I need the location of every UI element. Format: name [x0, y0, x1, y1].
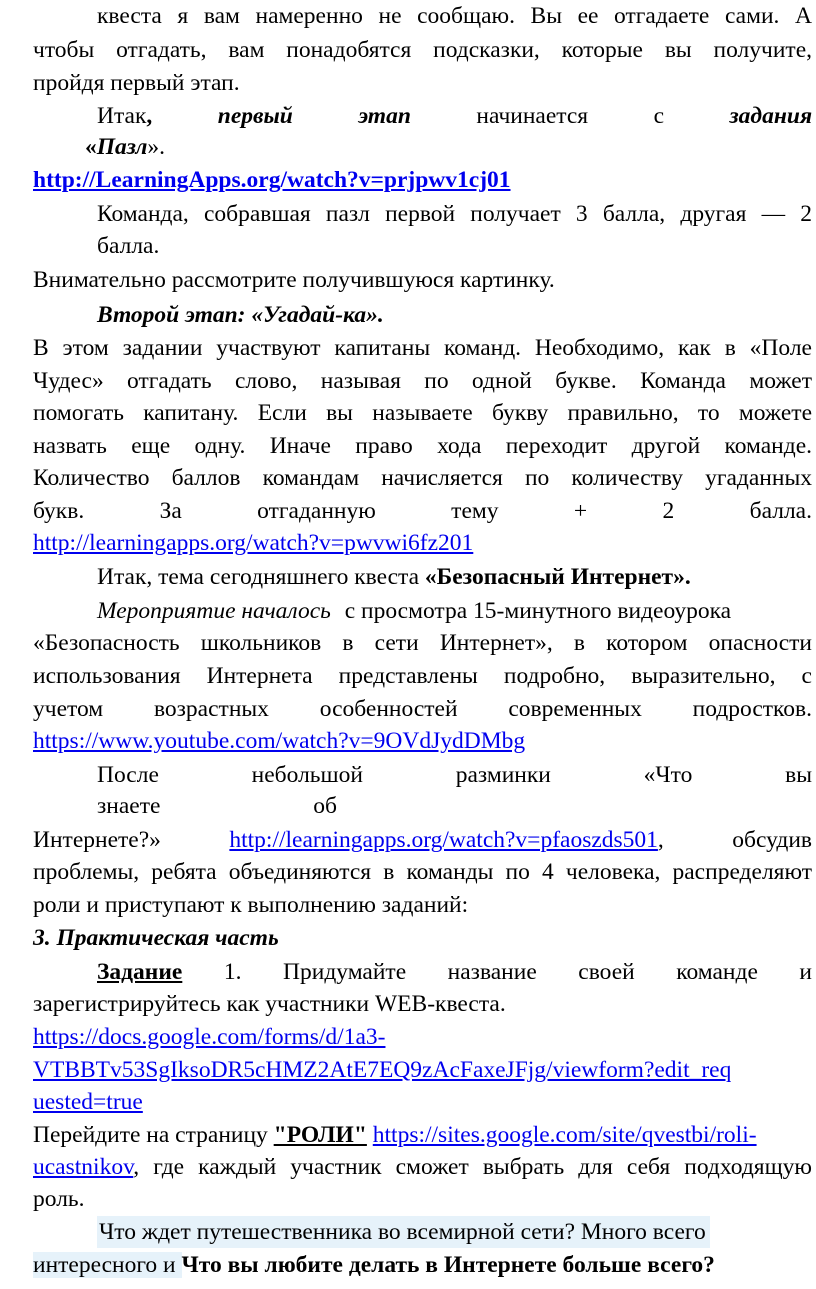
highlighted-question: [95, 1216, 716, 1248]
text-line: чтобы отгадать, вам понадобятся подсказки, которые вы получите,: [33, 37, 812, 63]
text-line: После небольшой разминки «Что вы: [97, 762, 812, 788]
text-line: пройдя первый этап.: [33, 70, 240, 96]
google-form-link[interactable]: uested=true: [33, 1089, 143, 1115]
text-line: Чудес» отгадать слово, называя по одной букве. Команда может: [33, 368, 812, 394]
theme-line: [97, 561, 812, 593]
theme-title: «Безопасный Интернет».: [424, 564, 691, 590]
question-bold: Что вы любите делать в Интернете больше всего?: [181, 1252, 715, 1278]
roles-line: [33, 1151, 812, 1183]
roles-site-link[interactable]: ucastnikov: [33, 1154, 134, 1180]
stage-one-line: [97, 100, 812, 132]
roles-label: "РОЛИ": [273, 1122, 367, 1148]
text: Мероприятие началось: [97, 598, 331, 624]
text-line: Внимательно рассмотрите получившуюся картинку.: [33, 267, 555, 293]
text-line: букв. За отгаданную тему + 2 балла.: [33, 498, 812, 524]
text-line: [97, 595, 812, 627]
question-line: [33, 1249, 812, 1281]
text-line: квеста я вам намеренно не сообщаю. Вы ее отгадаете сами. А: [97, 3, 812, 29]
text: Перейдите на страницу: [33, 1122, 274, 1148]
text: начинается: [476, 103, 589, 129]
text-line: учетом возрастных особенностей современных подростков.: [33, 696, 812, 722]
text: с: [653, 103, 665, 129]
learningapps-puzzle-link[interactable]: http://LearningApps.org/watch?v=prjpwv1cj01: [33, 167, 511, 193]
roles-line: [33, 1119, 812, 1151]
text: интересного и: [33, 1252, 182, 1278]
learningapps-quiz-link[interactable]: http://learningapps.org/watch?v=pfaoszds501: [229, 827, 658, 853]
text-line: роли и приступают к выполнению заданий:: [33, 892, 469, 918]
text: ,: [146, 103, 153, 129]
learningapps-guess-link[interactable]: http://learningapps.org/watch?v=pwvwi6fz201: [33, 530, 474, 556]
text: Что ждет путешественника во всемирной сети? Много всего: [97, 1216, 710, 1248]
text-line: [33, 824, 812, 856]
text: этап: [358, 103, 411, 129]
text-line: балла.: [97, 233, 160, 259]
text: Итак: [97, 103, 147, 129]
stage-two-title: Второй этап: «Угадай-ка».: [97, 302, 384, 328]
google-form-link[interactable]: https://docs.google.com/forms/d/1a3-: [33, 1024, 386, 1050]
text-line: знаете об: [97, 793, 337, 819]
text: с просмотра 15-минутного видеоурока: [338, 598, 732, 624]
roles-site-link[interactable]: https://sites.google.com/site/qvestbi/roli-: [372, 1122, 757, 1148]
text-line: проблемы, ребята объединяются в команды по 4 человека, распределяют: [33, 859, 812, 885]
task-label: Задание: [97, 959, 183, 985]
text-line: В этом задании участвуют капитаны команд. Необходимо, как в «Поле: [33, 335, 812, 361]
text: , обсудив: [657, 827, 812, 853]
text: , где каждый участник сможет выбрать для себя подходящую: [133, 1154, 812, 1180]
section-heading: 3. Практическая часть: [33, 925, 279, 951]
text: 1. Придумайте название своей команде и: [182, 959, 812, 985]
text: первый: [217, 103, 293, 129]
text: Итак, тема сегодняшнего квеста: [97, 564, 425, 590]
text-line: роль.: [33, 1186, 85, 1212]
text-line: помогать капитану. Если вы называете букву правильно, то можете: [33, 400, 812, 426]
text: Пазл: [96, 134, 148, 160]
text-line: Количество баллов командам начисляется по количеству угаданных: [33, 465, 812, 491]
text-line: использования Интернета представлены подробно, выразительно, с: [33, 663, 812, 689]
text-line: зарегистрируйтесь как участники WEB-квеста.: [33, 991, 506, 1017]
text: задания: [729, 103, 813, 129]
text: «: [85, 134, 97, 160]
text-line: Команда, собравшая пазл первой получает 3 балла, другая — 2: [97, 201, 812, 227]
youtube-link[interactable]: https://www.youtube.com/watch?v=9OVdJydDMbg: [33, 728, 526, 754]
text: ».: [147, 134, 166, 160]
text-line: назвать еще одну. Иначе право хода переходит другой команде.: [33, 433, 812, 459]
text: Интернете?»: [33, 827, 161, 853]
puzzle-title: [85, 131, 816, 163]
google-form-link[interactable]: VTBBTv53SgIksoDR5cHMZ2AtE7EQ9zAcFaxeJFjg/viewform?edit_req: [33, 1057, 732, 1083]
text-line: «Безопасность школьников в сети Интернет», в котором опасности: [33, 630, 812, 656]
task-line: [97, 956, 812, 988]
